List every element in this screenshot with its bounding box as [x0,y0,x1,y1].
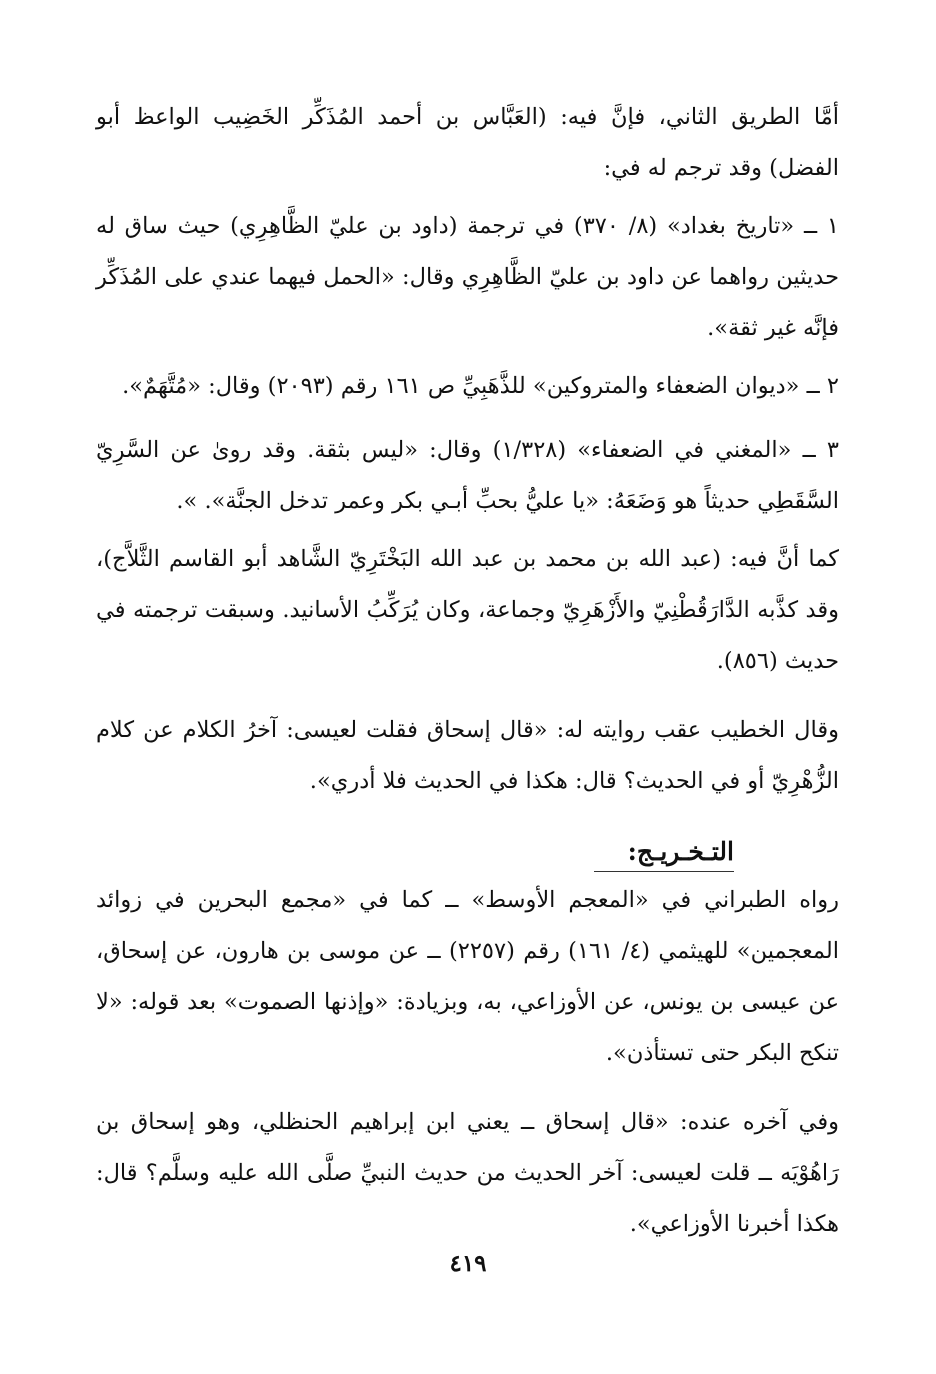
paragraph-source-mughni: ٣ ــ «المغني في الضعفاء» (١/٣٢٨) وقال: «ليس بثقة. وقد روىٰ عن السَّرِيّ السَّقَطِي حديثاً هو وَضَعَهُ: «يا عليُّ بحبِّ أبـي بكر وعمر تدخل الجنَّة». ». [96,437,839,514]
page-number: ٤١٩ [449,1250,487,1277]
paragraph-second-route: أمَّا الطريق الثاني، فإنَّ فيه: (العَبَّاس بن أحمد المُذَكِّر الخَضِيب الواعظ أبو الفضل) وقد ترجم له في: [96,104,839,181]
paragraph-thallaj-narrator: كما أنَّ فيه: (عبد الله بن محمد بن عبد الله البَخْتَرِيّ الشَّاهد أبو القاسم الثَّلاَّج)، وقد كذَّبه الدَّارَقُطْنِيّ والأَزْهَرِيّ وجماعة، وكان يُرَكِّبُ الأسانيد. وسبقت ترجمته في حديث (٨٥٦). [96,546,839,674]
paragraph-takhrij-tabarani: رواه الطبراني في «المعجم الأوسط» ــ كما في «مجمع البحرين في زوائد المعجمين» للهيثمي (٤/ ١٦١) رقم (٢٢٥٧) ــ عن موسى بن هارون، عن إسحاق، عن عيسى بن يونس، عن الأوزاعي، به، وبزيادة: «وإذنها الصموت» بعد قوله: «لا تنكح البكر حتى تستأذن». [96,887,839,1066]
paragraph-khatib-comment: وقال الخطيب عقب روايته له: «قال إسحاق فقلت لعيسى: آخرُ الكلام عن كلام الزُّهْرِيّ أو في الحديث؟ قال: هكذا في الحديث فلا أدري». [96,717,839,794]
paragraph-takhrij-ending: وفي آخره عنده: «قال إسحاق ــ يعني ابن إبراهيم الحنظلي، وهو إسحاق بن رَاهُوْيَه ــ قلت لعيسى: آخر الحديث من حديث النبيِّ صلَّى الله عليه وسلَّم؟ قال: هكذا أخبرنا الأوزاعي». [96,1109,839,1237]
section-heading-takhrij [96,833,839,871]
paragraph-source-diwan-duafa: ٢ ــ «ديوان الضعفاء والمتروكين» للذَّهَبِيِّ ص ١٦١ رقم (٢٠٩٣) وقال: «مُتَّهَمٌ». [122,373,839,399]
paragraph-source-tarikh-baghdad: ١ ــ «تاريخ بغداد» (٨/ ٣٧٠) في ترجمة (داود بن عليّ الظَّاهِرِي) حيث ساق له حديثين رواهما عن داود بن عليّ الظَّاهِرِي وقال: «الحمل فيهما عندي على المُذَكِّر فإنَّه غير ثقة». [96,213,839,341]
page-body [96,92,839,1250]
section-title: التـخـريـج: [627,837,734,866]
